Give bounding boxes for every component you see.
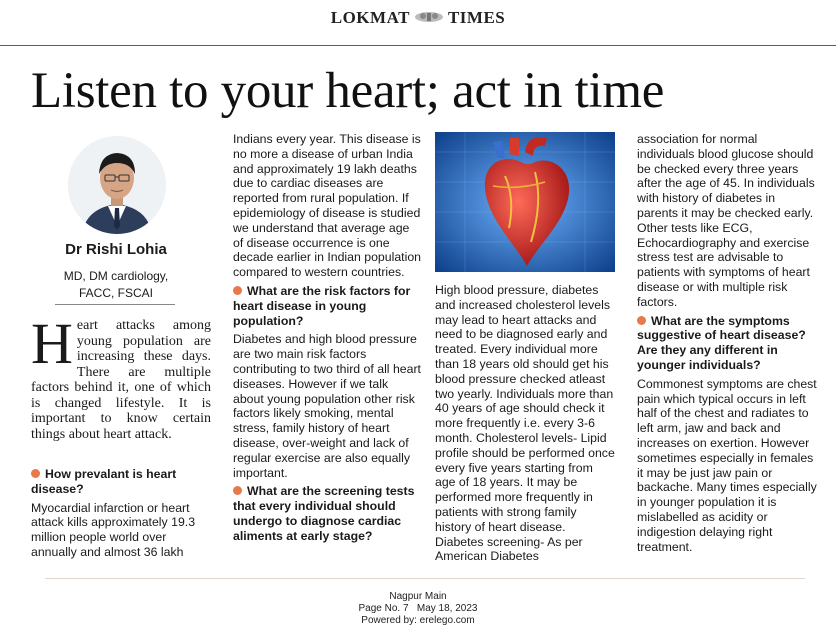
answer-text: association for normal individuals blood glucose should be checked every three years after the age of 45. In individuals with history of diabetes in parents it may be checked early. Other tests like ECG, Echocardiography and exercise stress test are advisable to patients with symptoms of heart disease or with multiple risk factors.: [637, 132, 815, 309]
question-text: How prevalant is heart disease?: [31, 467, 177, 496]
author-credentials-line1: MD, DM cardiology,: [63, 269, 169, 283]
bullet-icon: [233, 486, 242, 495]
masthead-left: LOKMAT: [330, 8, 410, 27]
question-text: What are the symptoms suggestive of heart disease? Are they any different in younger individuals?: [637, 313, 806, 372]
answer-text: Commonest symptoms are chest pain which typical occurs in left half of the chest and radiates to left arm, jaw and back and increases on exertion. However sometimes especially in females it may be just jaw pain or backache. Many times especially in younger population it is mislabelled as acidity or indigestion delaying right treatment.: [637, 376, 817, 554]
column-1: [31, 463, 211, 560]
bullet-icon: [31, 469, 40, 478]
author-credentials: [30, 268, 202, 302]
answer-text: Indians every year. This disease is no more a disease of urban India and approximately 19 lakh deaths due to cardiac diseases are reported from rural population. If epidemiology of disease is studied we understand that average age of disease occurrence is one decade earlier in Indian population compared to western countries.: [233, 132, 422, 280]
lion-emblem-icon: [412, 10, 446, 24]
footer-powered-link[interactable]: Powered by: erelego.com: [361, 615, 475, 626]
drop-cap: H: [31, 311, 73, 376]
author-photo: [68, 136, 166, 234]
author-credentials-line2: FACC, FSCAI: [78, 286, 153, 300]
bullet-icon: [637, 316, 646, 325]
author-divider: [55, 304, 175, 305]
lead-paragraph: [31, 311, 211, 442]
masthead: [0, 8, 836, 28]
heart-illustration-icon: [435, 132, 615, 272]
footer: [0, 591, 836, 627]
answer-text: Diabetes and high blood pressure are two main risk factors contributing to two third of all heart diseases. However if we talk about young population other risk factors likely smoking, mental stress, family history of heart disease, over-weight and lack of regular exercise are also equally important.: [233, 332, 421, 480]
masthead-right: TIMES: [447, 8, 506, 27]
footer-date: May 18, 2023: [416, 603, 478, 614]
answer-text: Myocardial infarction or heart attack kills approximately 19.3 million people world over annually and almost 36 lakh: [31, 500, 196, 559]
bottom-rule: [45, 578, 805, 579]
question-text: What are the risk factors for heart disease in young population?: [233, 283, 411, 328]
question-text: What are the screening tests that every individual should undergo to diagnose cardiac aliments at early stage?: [233, 484, 415, 543]
author-portrait-icon: [68, 136, 166, 234]
author-name: Dr Rishi Lohia: [65, 241, 167, 258]
headline: Listen to your heart; act in time: [31, 63, 665, 119]
bullet-icon: [233, 286, 242, 295]
lead-text: eart attacks among young population are increasing these days. There are multiple factors behind it, one of which is changed lifestyle. It is important to know certain things about heart attack.: [31, 318, 211, 442]
question-heading: [233, 484, 421, 543]
column-4: [637, 132, 817, 554]
footer-page-date: [0, 603, 836, 615]
column-2: [233, 132, 421, 548]
footer-edition: Nagpur Main: [389, 591, 447, 602]
question-heading: [31, 467, 211, 497]
answer-text: High blood pressure, diabetes and increased cholesterol levels may lead to heart attacks and need to be diagnosed early and treated. Every individual more than 18 years old should get his blood pressure checked atleast two yearly. Individuals more than 40 years of age should check it more frequently i.e. every 3-6 month. Cholesterol levels- Lipid profile should be performed once every five years starting from age of 18 years. It may be performed more frequently in patients with strong family history of heart disease. Diabetes screening- As per American Diabetes: [435, 283, 615, 564]
question-heading: [637, 314, 817, 373]
column-3: [435, 283, 615, 564]
footer-page: Page No. 7: [358, 603, 409, 614]
top-rule: [0, 45, 836, 46]
question-heading: [233, 284, 421, 328]
